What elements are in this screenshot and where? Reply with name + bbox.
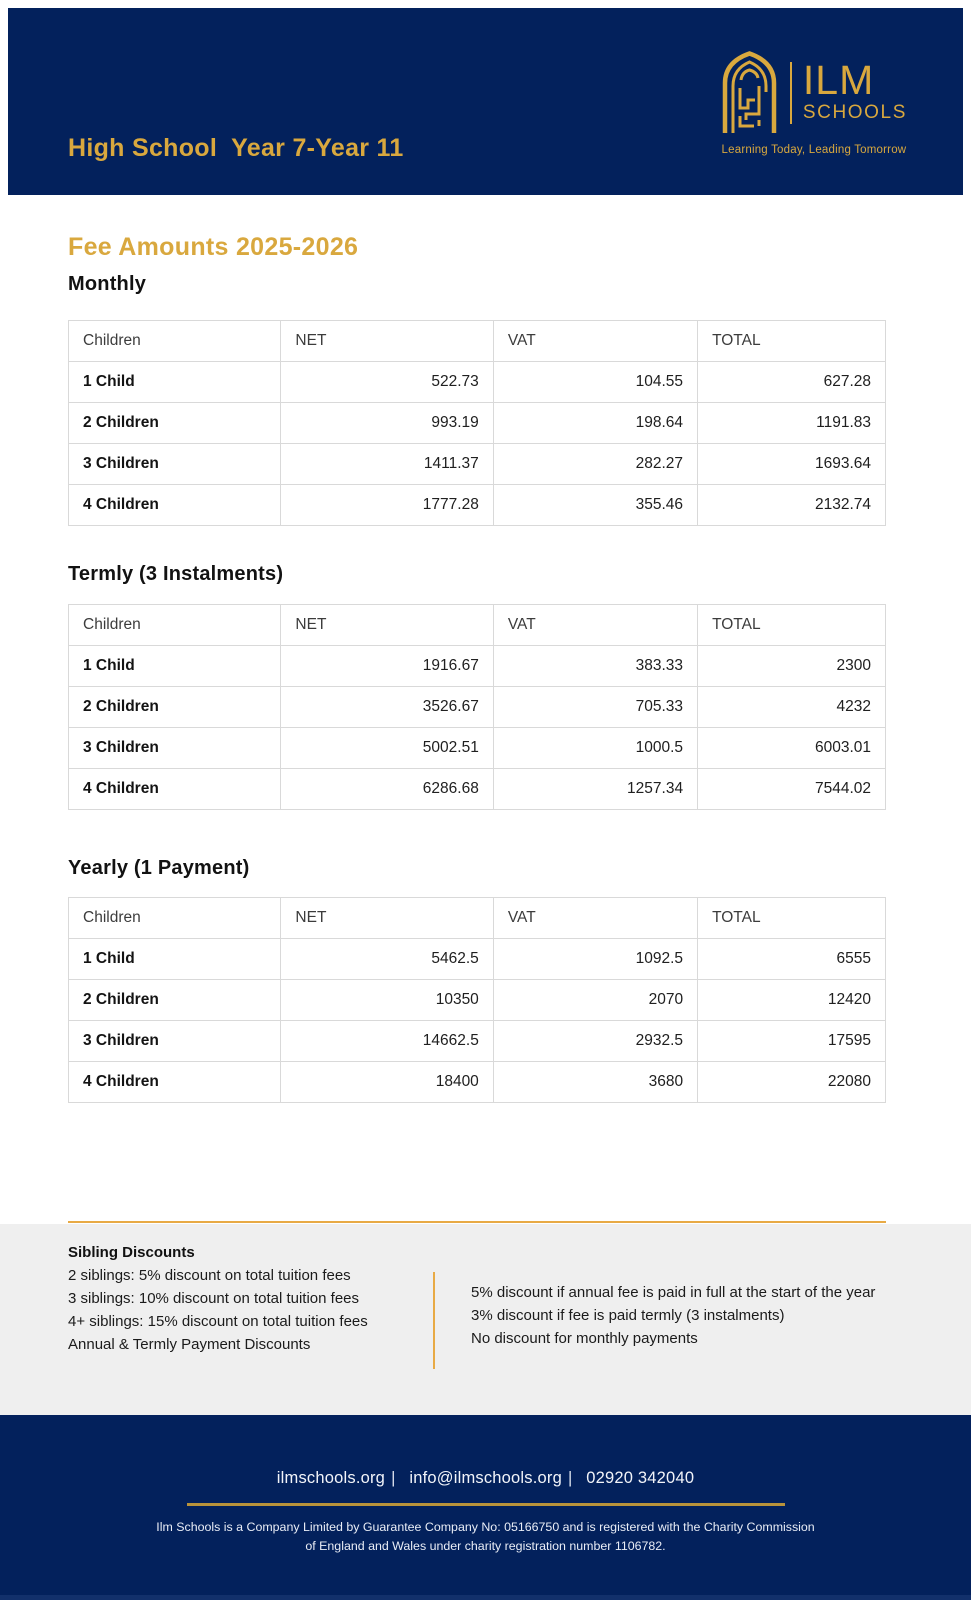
- discount-line: 3% discount if fee is paid termly (3 instalments): [471, 1307, 785, 1324]
- row-label: 4 Children: [69, 1062, 281, 1103]
- column-header-net: NET: [281, 321, 493, 362]
- row-label: 1 Child: [69, 362, 281, 403]
- logo-name: ILM: [802, 57, 875, 103]
- table-header-row: [69, 898, 886, 939]
- total-value: 1693.64: [698, 444, 886, 485]
- logo-tagline: Learning Today, Leading Tomorrow: [721, 144, 907, 156]
- table-row: [69, 1062, 886, 1103]
- column-header-vat: VAT: [493, 898, 697, 939]
- section-title-termly: Termly (3 Instalments): [68, 563, 284, 585]
- column-header-vat: VAT: [493, 605, 697, 646]
- vat-value: 3680: [493, 1062, 697, 1103]
- vat-value: 282.27: [493, 444, 697, 485]
- total-value: 7544.02: [698, 769, 886, 810]
- net-value: 18400: [281, 1062, 493, 1103]
- footer-bottom-strip: [0, 1595, 971, 1600]
- row-label: 1 Child: [69, 646, 281, 687]
- table-row: [69, 728, 886, 769]
- row-label: 4 Children: [69, 769, 281, 810]
- email-text: info@ilmschools.org: [409, 1469, 562, 1487]
- row-label: 2 Children: [69, 980, 281, 1021]
- discount-line: Annual & Termly Payment Discounts: [68, 1336, 311, 1353]
- net-value: 10350: [281, 980, 493, 1021]
- net-value: 6286.68: [281, 769, 493, 810]
- footer: [0, 1415, 971, 1600]
- table-row: [69, 939, 886, 980]
- total-value: 6003.01: [698, 728, 886, 769]
- arch-door-icon: [721, 50, 778, 135]
- total-value: 22080: [698, 1062, 886, 1103]
- section-title-yearly: Yearly (1 Payment): [68, 857, 250, 879]
- total-value: 2132.74: [698, 485, 886, 526]
- fee-table-termly: [68, 604, 886, 810]
- net-value: 1777.28: [281, 485, 493, 526]
- vat-value: 705.33: [493, 687, 697, 728]
- table-row: [69, 769, 886, 810]
- net-value: 14662.5: [281, 1021, 493, 1062]
- column-header-net: NET: [281, 605, 493, 646]
- vat-value: 198.64: [493, 403, 697, 444]
- fee-tables-content: [68, 195, 886, 1103]
- column-header-children: Children: [69, 898, 281, 939]
- registration-line2: of England and Wales under charity registration number 1106782.: [305, 1539, 666, 1553]
- column-header-net: NET: [281, 898, 493, 939]
- table-row: [69, 485, 886, 526]
- row-label: 3 Children: [69, 728, 281, 769]
- website-text: ilmschools.org: [276, 1469, 386, 1487]
- vat-value: 1257.34: [493, 769, 697, 810]
- row-label: 4 Children: [69, 485, 281, 526]
- net-value: 1916.67: [281, 646, 493, 687]
- footer-gold-rule: [187, 1503, 785, 1506]
- vat-value: 1092.5: [493, 939, 697, 980]
- registration-line1: Ilm Schools is a Company Limited by Guarantee Company No: 05166750 and is registered with the Charity Commission: [156, 1520, 815, 1534]
- vat-value: 104.55: [493, 362, 697, 403]
- page-title-line1: High School Year 7-Year 11: [68, 134, 404, 162]
- table-row: [69, 646, 886, 687]
- total-value: 4232: [698, 687, 886, 728]
- table-row: [69, 687, 886, 728]
- row-label: 3 Children: [69, 1021, 281, 1062]
- net-value: 5462.5: [281, 939, 493, 980]
- fee-table-yearly: [68, 897, 886, 1103]
- column-header-vat: VAT: [493, 321, 697, 362]
- discount-line: 3 siblings: 10% discount on total tuition fees: [68, 1290, 360, 1307]
- row-label: 2 Children: [69, 687, 281, 728]
- vat-value: 2932.5: [493, 1021, 697, 1062]
- fee-table-monthly: [68, 320, 886, 526]
- logo-divider: [790, 62, 792, 124]
- column-header-children: Children: [69, 605, 281, 646]
- separator: |: [567, 1469, 573, 1487]
- net-value: 522.73: [281, 362, 493, 403]
- sibling-discounts-column: [68, 1241, 425, 1369]
- row-label: 1 Child: [69, 939, 281, 980]
- table-row: [69, 1021, 886, 1062]
- column-header-total: TOTAL: [698, 605, 886, 646]
- table-row: [69, 980, 886, 1021]
- contact-line: [0, 1415, 971, 1488]
- discounts-vertical-divider: [433, 1272, 435, 1369]
- column-header-total: TOTAL: [698, 321, 886, 362]
- total-value: 2300: [698, 646, 886, 687]
- page-title-line2: Fee Amounts 2025-2026: [68, 233, 359, 261]
- ilm-schools-logo: [721, 50, 907, 156]
- net-value: 3526.67: [281, 687, 493, 728]
- vat-value: 1000.5: [493, 728, 697, 769]
- discount-line: 4+ siblings: 15% discount on total tuition fees: [68, 1313, 368, 1330]
- total-value: 17595: [698, 1021, 886, 1062]
- logo-subtitle: SCHOOLS: [802, 102, 907, 123]
- column-header-total: TOTAL: [698, 898, 886, 939]
- total-value: 627.28: [698, 362, 886, 403]
- company-registration-text: [0, 1518, 971, 1556]
- table-row: [69, 403, 886, 444]
- section-title-monthly: Monthly: [68, 273, 147, 295]
- discounts-heading: Sibling Discounts: [68, 1244, 195, 1261]
- total-value: 12420: [698, 980, 886, 1021]
- row-label: 2 Children: [69, 403, 281, 444]
- table-row: [69, 362, 886, 403]
- discount-line: 2 siblings: 5% discount on total tuition fees: [68, 1267, 351, 1284]
- payment-discounts-column: [471, 1241, 875, 1369]
- vat-value: 2070: [493, 980, 697, 1021]
- discounts-top-rule: [68, 1221, 886, 1223]
- net-value: 1411.37: [281, 444, 493, 485]
- net-value: 993.19: [281, 403, 493, 444]
- phone-text: 02920 342040: [586, 1469, 695, 1487]
- total-value: 1191.83: [698, 403, 886, 444]
- separator: |: [391, 1469, 396, 1487]
- vat-value: 383.33: [493, 646, 697, 687]
- header-banner: [8, 8, 963, 261]
- total-value: 6555: [698, 939, 886, 980]
- vat-value: 355.46: [493, 485, 697, 526]
- table-header-row: [69, 321, 886, 362]
- column-header-children: Children: [69, 321, 281, 362]
- discount-line: 5% discount if annual fee is paid in full at the start of the year: [471, 1284, 876, 1301]
- table-header-row: [69, 605, 886, 646]
- table-row: [69, 444, 886, 485]
- net-value: 5002.51: [281, 728, 493, 769]
- row-label: 3 Children: [69, 444, 281, 485]
- discounts-section: [0, 1224, 971, 1415]
- discount-line: No discount for monthly payments: [471, 1330, 698, 1347]
